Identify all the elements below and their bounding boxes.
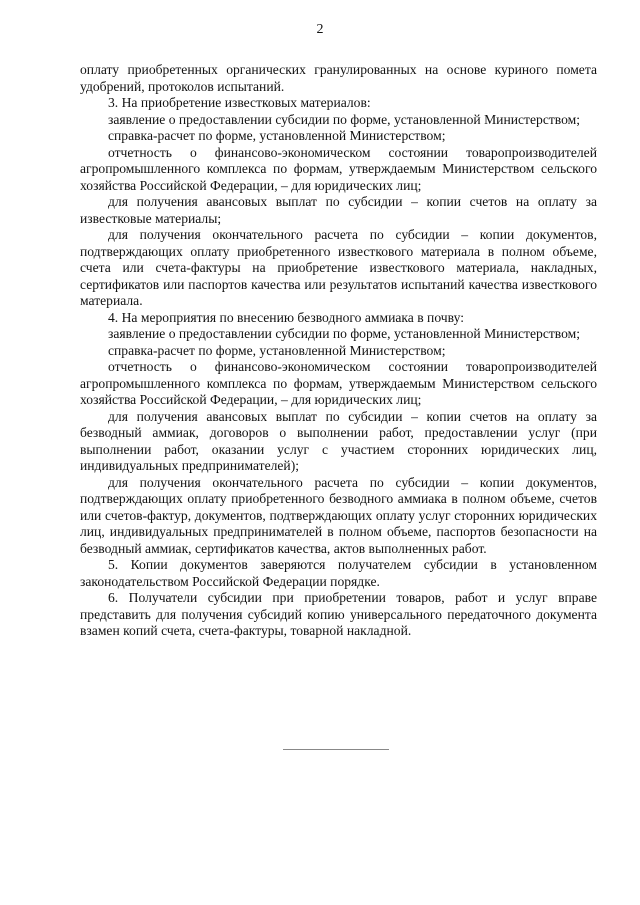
paragraph: отчетность о финансово-экономическом состоянии товаропроизводителей агропромышленного комплекса по формам, утверждаемым Министерством сельского хозяйства Российской Федерации, – для юридических лиц;	[80, 144, 597, 193]
paragraph: заявление о предоставлении субсидии по форме, установленной Министерством;	[108, 326, 581, 341]
paragraph: для получения окончательного расчета по субсидии – копии документов, подтверждающих оплату приобретенного безводного аммиака в полном объеме, счетов или счетов-фактур, документов, подтверждающих оплату услуг сторонних юридических лиц, индивидуальных предпринимателей в полном объеме, паспортов безопасности на безводный аммиак, сертификатов качества, актов выполненных работ.	[80, 474, 597, 556]
paragraph: отчетность о финансово-экономическом состоянии товаропроизводителей агропромышленного комплекса по формам, утверждаемым Министерством сельского хозяйства Российской Федерации, – для юридических лиц;	[80, 359, 597, 407]
paragraph: 3. На приобретение известковых материалов:	[108, 95, 371, 110]
paragraph: для получения окончательного расчета по субсидии – копии документов, подтверждающих оплату приобретенного известкового материала в полном объеме, счета или счета-фактуры на приобретение известкового материала, накладных, сертификатов или паспортов качества или результатов испытаний качества известкового материала.	[80, 227, 597, 308]
paragraph: 5. Копии документов заверяются получателем субсидии в установленном законодательством Российской Федерации порядке.	[80, 557, 597, 589]
paragraph: для получения авансовых выплат по субсидии – копии счетов на оплату за безводный аммиак, договоров о выполнении работ, предоставлении услуг (при выполнении работ, оказании услуг с участием сторонних юридических лиц, индивидуальных предпринимателей);	[80, 408, 597, 473]
end-divider-line	[283, 749, 389, 750]
paragraph: справка-расчет по форме, установленной Министерством;	[108, 342, 446, 358]
page-number: 2	[316, 22, 324, 37]
paragraph: оплату приобретенных органических гранулированных на основе куриного помета удобрений, протоколов испытаний.	[80, 62, 597, 94]
paragraph: справка-расчет по форме, установленной Министерством;	[108, 128, 446, 143]
paragraph: 4. На мероприятия по внесению безводного аммиака в почву:	[108, 309, 464, 325]
paragraph: для получения авансовых выплат по субсидии – копии счетов на оплату за известковые материалы;	[80, 194, 597, 226]
paragraph: заявление о предоставлении субсидии по форме, установленной Министерством;	[108, 111, 581, 127]
paragraph: 6. Получатели субсидии при приобретении товаров, работ и услуг вправе представить для получения субсидий копию универсального передаточного документа взамен копий счета, счета-фактуры, товарной накладной.	[80, 590, 597, 638]
document-body	[80, 62, 597, 640]
